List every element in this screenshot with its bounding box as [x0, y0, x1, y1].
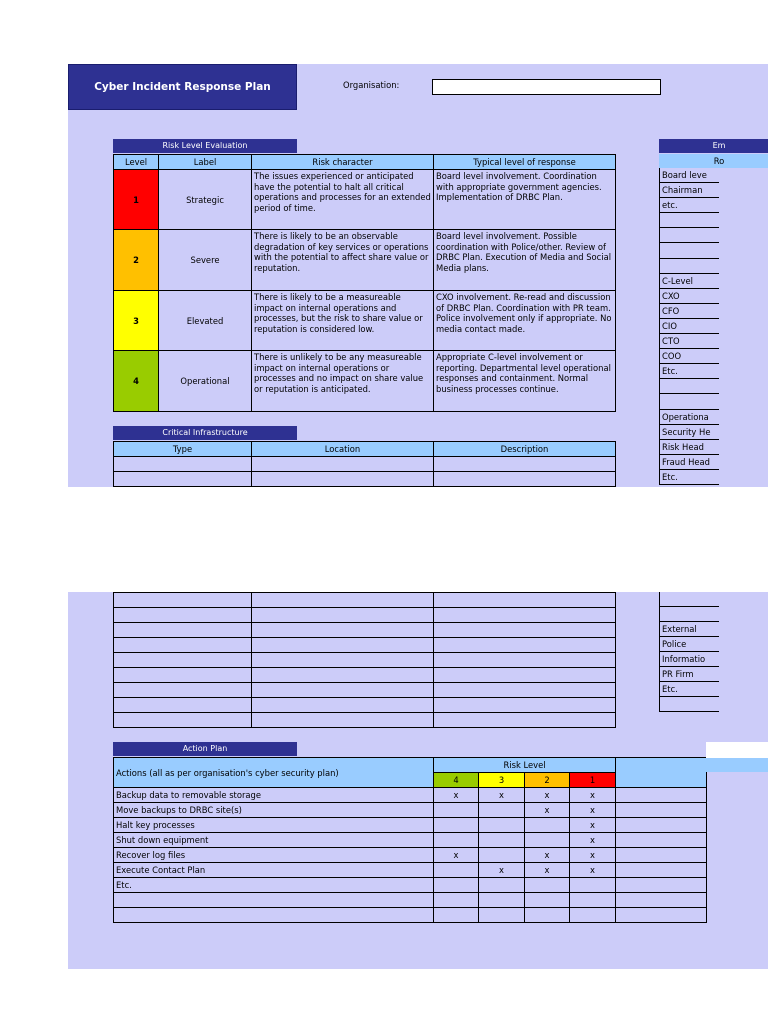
risk-character-cell: There is likely to be an observable degradation of key services or operations with the potential to affect share value or reputation.	[252, 230, 434, 291]
action-mark-level-3[interactable]	[479, 833, 525, 848]
risk-character-cell: The issues experienced or anticipated have the potential to halt all critical operations and processes for an extended period of time.	[252, 170, 434, 230]
contact-role-item[interactable]: PR Firm	[659, 667, 719, 682]
risk-level-header: Risk Level	[434, 758, 616, 773]
action-mark-level-4[interactable]	[434, 878, 479, 893]
table-row	[114, 472, 616, 487]
contact-role-item[interactable]: CXO	[659, 289, 719, 304]
action-extra-cell[interactable]	[616, 818, 707, 833]
action-mark-level-4[interactable]	[434, 893, 479, 908]
contact-role-item[interactable]	[659, 697, 719, 712]
risk-character-cell: There is likely to be a measureable impact on internal operations and processes, but the risk to share value or reputation is considered low.	[252, 291, 434, 351]
risk-row	[114, 170, 616, 230]
action-mark-level-1[interactable]	[570, 908, 616, 923]
table-row	[114, 683, 616, 698]
contact-role-item[interactable]: Informatio	[659, 652, 719, 667]
action-mark-level-1[interactable]: x	[570, 818, 616, 833]
table-row	[114, 668, 616, 683]
action-mark-level-4[interactable]	[434, 818, 479, 833]
contact-role-item[interactable]	[659, 592, 719, 607]
action-mark-level-2[interactable]: x	[525, 848, 570, 863]
action-row	[114, 848, 707, 863]
action-mark-level-1[interactable]: x	[570, 848, 616, 863]
contacts-list	[659, 592, 706, 712]
contact-role-item[interactable]: Etc.	[659, 470, 719, 485]
organisation-input[interactable]	[432, 79, 661, 95]
action-mark-level-4[interactable]	[434, 833, 479, 848]
level-3-header: 3	[479, 773, 525, 788]
risk-row	[114, 351, 616, 412]
contacts-list	[659, 168, 711, 485]
action-mark-level-1[interactable]: x	[570, 803, 616, 818]
risk-level-cell: 1	[114, 170, 159, 230]
risk-label-cell: Severe	[159, 230, 252, 291]
action-label: Move backups to DRBC site(s)	[114, 803, 434, 818]
action-mark-level-3[interactable]	[479, 878, 525, 893]
contacts-column-top	[659, 139, 768, 487]
action-label: Shut down equipment	[114, 833, 434, 848]
action-mark-level-2[interactable]	[525, 908, 570, 923]
table-row	[114, 653, 616, 668]
action-row	[114, 788, 707, 803]
action-extra-cell[interactable]	[616, 908, 707, 923]
level-1-header: 1	[570, 773, 616, 788]
action-row	[114, 803, 707, 818]
action-row	[114, 908, 707, 923]
action-mark-level-1[interactable]: x	[570, 863, 616, 878]
action-extra-cell[interactable]	[616, 863, 707, 878]
contact-role-item[interactable]: COO	[659, 349, 719, 364]
contact-role-item[interactable]: etc.	[659, 198, 719, 213]
infra-table-continued	[113, 592, 616, 728]
action-label: Recover log files	[114, 848, 434, 863]
contact-role-item[interactable]: Police	[659, 637, 719, 652]
action-label	[114, 893, 434, 908]
infra-table-top	[113, 441, 616, 487]
action-mark-level-3[interactable]: x	[479, 788, 525, 803]
risk-row	[114, 230, 616, 291]
risk-level-table	[113, 154, 616, 412]
contact-role-item[interactable]: Fraud Head	[659, 455, 719, 470]
infra-col-description: Description	[434, 442, 616, 457]
action-mark-level-1[interactable]	[570, 893, 616, 908]
risk-response-cell: Board level involvement. Coordination with appropriate government agencies. Implementation of DRBC Plan.	[434, 170, 616, 230]
action-mark-level-3[interactable]	[479, 893, 525, 908]
contact-role-item[interactable]: Operationa	[659, 410, 719, 425]
action-mark-level-3[interactable]	[479, 818, 525, 833]
contact-role-item[interactable]: C-Level	[659, 274, 719, 289]
contact-role-item[interactable]	[659, 607, 719, 622]
action-extra-header	[616, 758, 707, 788]
table-row	[114, 593, 616, 608]
table-row	[114, 457, 616, 472]
action-plan-gap	[706, 742, 768, 758]
risk-response-cell: CXO involvement. Re-read and discussion of DRBC Plan. Coordination with PR team. Police involvement only if appropriate. No media contact made.	[434, 291, 616, 351]
action-row	[114, 863, 707, 878]
action-mark-level-1[interactable]	[570, 878, 616, 893]
action-extra-cell[interactable]	[616, 803, 707, 818]
contacts-section-title: Em	[659, 139, 768, 153]
risk-response-cell: Board level involvement. Possible coordination with Police/other. Review of DRBC Plan. Execution of Media and Social Media plans.	[434, 230, 616, 291]
contact-role-item[interactable]	[659, 259, 719, 274]
contact-role-item[interactable]	[659, 379, 719, 394]
action-row	[114, 893, 707, 908]
risk-label-cell: Operational	[159, 351, 252, 412]
action-row	[114, 818, 707, 833]
level-4-header: 4	[434, 773, 479, 788]
action-mark-level-3[interactable]	[479, 848, 525, 863]
action-extra-cell[interactable]	[616, 833, 707, 848]
action-mark-level-2[interactable]	[525, 878, 570, 893]
contact-role-item[interactable]	[659, 228, 719, 243]
contact-role-item[interactable]: CFO	[659, 304, 719, 319]
action-mark-level-2[interactable]	[525, 893, 570, 908]
risk-level-cell: 2	[114, 230, 159, 291]
contacts-role-header: Ro	[659, 154, 768, 168]
contact-role-item[interactable]: Security He	[659, 425, 719, 440]
risk-character-cell: There is unlikely to be any measureable impact on internal operations or processes and no impact on share value or reputation is anticipated.	[252, 351, 434, 412]
action-label: Halt key processes	[114, 818, 434, 833]
action-mark-level-2[interactable]	[525, 833, 570, 848]
action-label: Etc.	[114, 878, 434, 893]
action-mark-level-4[interactable]	[434, 803, 479, 818]
action-label	[114, 908, 434, 923]
risk-col-level: Level	[114, 155, 159, 170]
contact-role-item[interactable]: Etc.	[659, 682, 719, 697]
action-row	[114, 833, 707, 848]
contact-role-item[interactable]: Risk Head	[659, 440, 719, 455]
risk-label-cell: Strategic	[159, 170, 252, 230]
action-label: Backup data to removable storage	[114, 788, 434, 803]
infra-col-location: Location	[252, 442, 434, 457]
infra-col-type: Type	[114, 442, 252, 457]
infra-section-title: Critical Infrastructure	[113, 426, 297, 440]
risk-response-cell: Appropriate C-level involvement or reporting. Departmental level operational responses and containment. Normal business processes continue.	[434, 351, 616, 412]
table-row	[114, 638, 616, 653]
actions-header: Actions (all as per organisation's cyber security plan)	[114, 758, 434, 788]
contacts-column-bottom	[659, 592, 768, 742]
organisation-label: Organisation:	[343, 80, 400, 90]
action-label: Execute Contact Plan	[114, 863, 434, 878]
risk-col-label: Label	[159, 155, 252, 170]
risk-col-response: Typical level of response	[434, 155, 616, 170]
contact-role-item[interactable]: Etc.	[659, 364, 719, 379]
action-plan-header-strip	[706, 758, 768, 772]
action-mark-level-4[interactable]	[434, 863, 479, 878]
action-mark-level-3[interactable]: x	[479, 863, 525, 878]
risk-level-cell: 4	[114, 351, 159, 412]
action-mark-level-3[interactable]	[479, 908, 525, 923]
table-row	[114, 713, 616, 728]
action-extra-cell[interactable]	[616, 788, 707, 803]
action-row	[114, 878, 707, 893]
plan-title: Cyber Incident Response Plan	[94, 81, 271, 93]
action-mark-level-4[interactable]	[434, 908, 479, 923]
contact-role-item[interactable]	[659, 394, 719, 409]
contact-role-item[interactable]	[659, 243, 719, 258]
contact-role-item[interactable]: Board leve	[659, 168, 719, 183]
plan-title-box	[68, 64, 297, 110]
action-extra-cell[interactable]	[616, 893, 707, 908]
table-row	[114, 623, 616, 638]
action-extra-cell[interactable]	[616, 848, 707, 863]
risk-label-cell: Elevated	[159, 291, 252, 351]
risk-level-cell: 3	[114, 291, 159, 351]
contact-role-item[interactable]: CIO	[659, 319, 719, 334]
risk-section-title: Risk Level Evaluation	[113, 139, 297, 153]
action-mark-level-4[interactable]: x	[434, 848, 479, 863]
table-row	[114, 698, 616, 713]
contact-role-item[interactable]: Chairman	[659, 183, 719, 198]
contact-role-item[interactable]	[659, 213, 719, 228]
action-mark-level-4[interactable]: x	[434, 788, 479, 803]
action-mark-level-2[interactable]: x	[525, 803, 570, 818]
risk-row	[114, 291, 616, 351]
contact-role-item[interactable]: External	[659, 622, 719, 637]
action-mark-level-2[interactable]	[525, 818, 570, 833]
action-section-title: Action Plan	[113, 742, 297, 756]
action-extra-cell[interactable]	[616, 878, 707, 893]
table-row	[114, 608, 616, 623]
action-mark-level-1[interactable]: x	[570, 788, 616, 803]
action-mark-level-3[interactable]	[479, 803, 525, 818]
action-mark-level-2[interactable]: x	[525, 788, 570, 803]
risk-col-character: Risk character	[252, 155, 434, 170]
level-2-header: 2	[525, 773, 570, 788]
action-mark-level-2[interactable]: x	[525, 863, 570, 878]
action-plan-table	[113, 757, 707, 923]
action-mark-level-1[interactable]: x	[570, 833, 616, 848]
contact-role-item[interactable]: CTO	[659, 334, 719, 349]
